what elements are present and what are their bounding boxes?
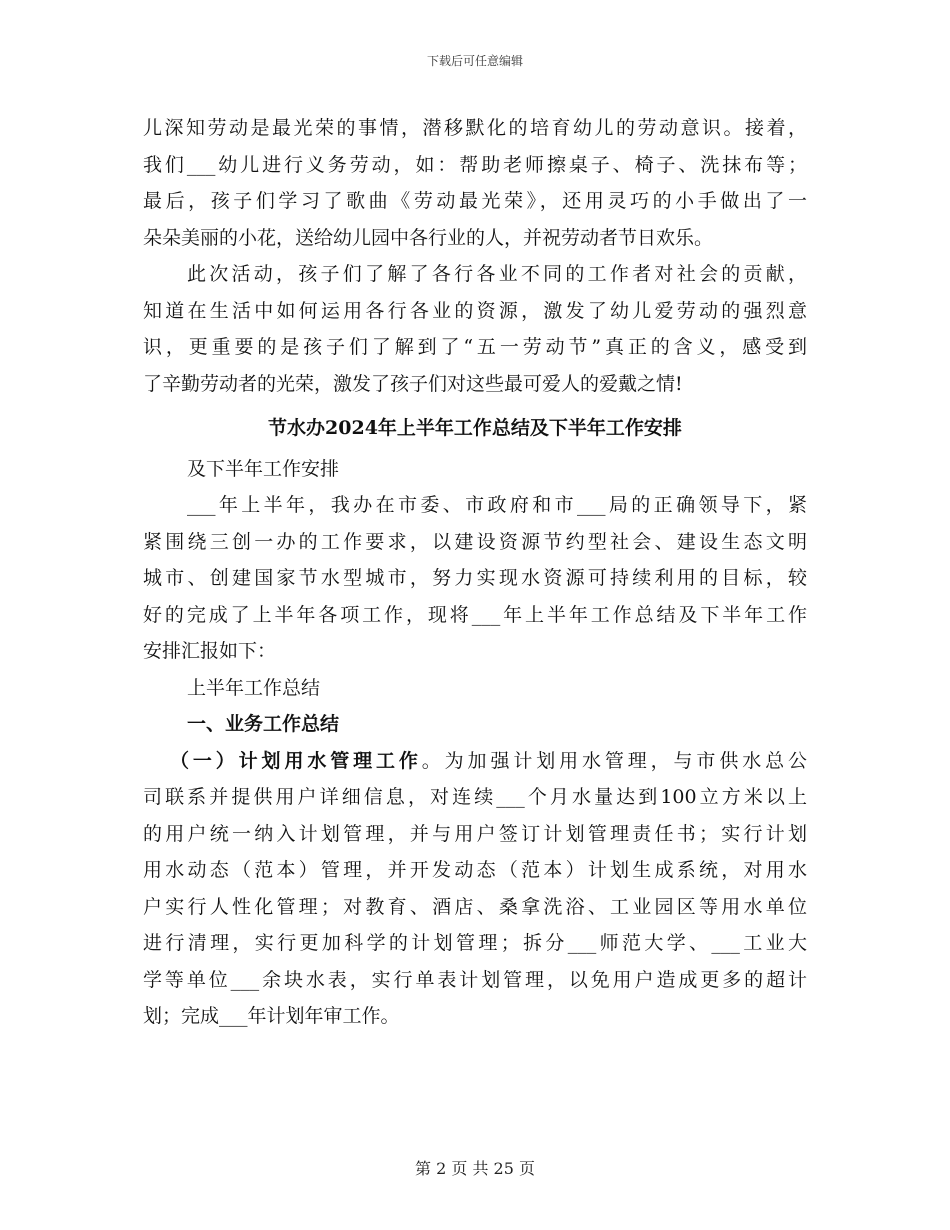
- text-line: 我们___幼儿进行义务劳动，如：帮助老师擦桌子、椅子、洗抹布等；: [143, 153, 807, 176]
- text-line: 此次活动，孩子们了解了各行各业不同的工作者对社会的贡献，: [187, 263, 807, 285]
- text-line: [143, 743, 807, 780]
- text-line: 安排汇报如下：: [143, 640, 277, 662]
- text-line: 好的完成了上半年各项工作，现将___年上半年工作总结及下半年工作: [143, 603, 807, 626]
- text-line: 朵朵美丽的小花，送给幼儿园中各行业的人，并祝劳动者节日欢乐。: [143, 226, 714, 249]
- paragraph-2: [143, 256, 807, 402]
- section-label: 上半年工作总结: [187, 676, 321, 699]
- text-line: 进行清理，实行更加科学的计划管理；拆分___师范大学、___工业大: [143, 932, 807, 954]
- paragraph-4: [143, 743, 807, 1035]
- text-line: 紧围绕三创一办的工作要求，以建设资源节约型社会、建设生态文明: [143, 530, 807, 553]
- text-line: 司联系并提供用户详细信息，对连续___个月水量达到100立方米以上: [143, 786, 807, 808]
- document-title: 节水办2024年上半年工作总结及下半年工作安排: [268, 417, 682, 439]
- text-line: 儿深知劳动是最光荣的事情，潜移默化的培育幼儿的劳动意识。接着，: [143, 117, 807, 139]
- subtitle: 及下半年工作安排: [187, 457, 340, 480]
- text-line: 最后，孩子们学习了歌曲《劳动最光荣》，还用灵巧的小手做出了一: [143, 190, 807, 212]
- section-heading: 一、业务工作总结: [187, 713, 340, 735]
- text-line: 划；完成___年计划年审工作。: [143, 1005, 400, 1027]
- text-line: 知道在生活中如何运用各行各业的资源，激发了幼儿爱劳动的强烈意: [143, 299, 807, 322]
- paragraph-3: [143, 487, 807, 670]
- bold-lead: （一）计划用水管理工作: [170, 749, 422, 772]
- page-footer: 第 2 页 共 25 页: [415, 1159, 535, 1178]
- document-body: [143, 110, 807, 1035]
- text-line: 户实行人性化管理；对教育、酒店、桑拿洗浴、工业园区等用水单位: [143, 895, 807, 918]
- text-line: 用水动态（范本）管理，并开发动态（范本）计划生成系统，对用水: [143, 859, 807, 881]
- text-line: 识，更重要的是孩子们了解到了“五一劳动节”真正的含义，感受到: [143, 336, 807, 358]
- text-line: 学等单位___余块水表，实行单表计划管理，以免用户造成更多的超计: [143, 968, 807, 991]
- text-line: ___年上半年，我办在市委、市政府和市___局的正确领导下，紧: [187, 494, 807, 516]
- text-line: 的用户统一纳入计划管理，并与用户签订计划管理责任书；实行计划: [143, 822, 807, 845]
- text-line: 城市、创建国家节水型城市，努力实现水资源可持续利用的目标，较: [143, 567, 807, 589]
- text-run: 。为加强计划用水管理，与市供水总公: [421, 749, 807, 772]
- text-line: 了辛勤劳动者的光荣，激发了孩子们对这些最可爱人的爱戴之情!: [143, 372, 683, 395]
- paragraph-1: [143, 110, 807, 256]
- page-header: 下载后可任意编辑: [426, 54, 523, 68]
